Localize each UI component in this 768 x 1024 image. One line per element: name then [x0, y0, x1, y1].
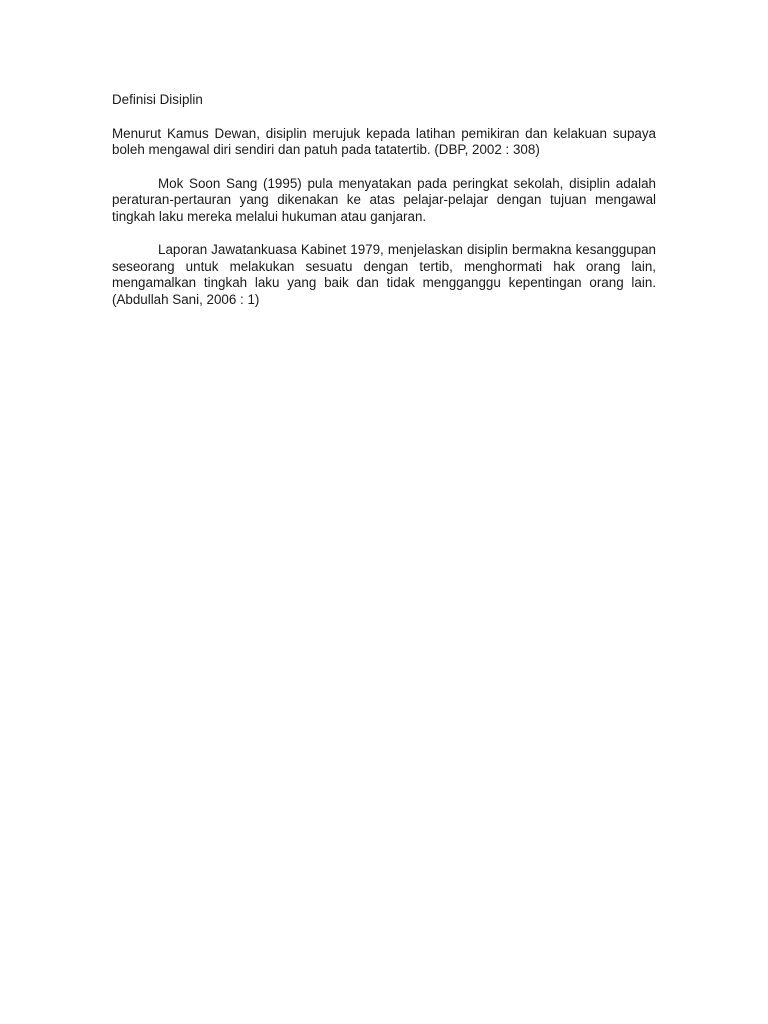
- paragraph-kamus-dewan: Menurut Kamus Dewan, disiplin merujuk kepada latihan pemikiran dan kelakuan supaya boleh mengawal diri sendiri dan patuh pada tatatertib. (DBP, 2002 : 308): [112, 125, 656, 157]
- paragraph-mok-soon-sang: Mok Soon Sang (1995) pula menyatakan pada peringkat sekolah, disiplin adalah peraturan-pertauran yang dikenakan ke atas pelajar-pelajar dengan tujuan mengawal tingkah laku mereka melalui hukuman atau ganjaran.: [112, 175, 656, 224]
- document-title: Definisi Disiplin: [112, 92, 203, 107]
- document-body: [112, 92, 656, 325]
- paragraph-laporan-jawatankuasa: Laporan Jawatankuasa Kabinet 1979, menjelaskan disiplin bermakna kesanggupan seseorang untuk melakukan sesuatu dengan tertib, menghormati hak orang lain, mengamalkan tingkah laku yang baik dan tidak mengganggu kepentingan orang lain. (Abdullah Sani, 2006 : 1): [112, 242, 656, 307]
